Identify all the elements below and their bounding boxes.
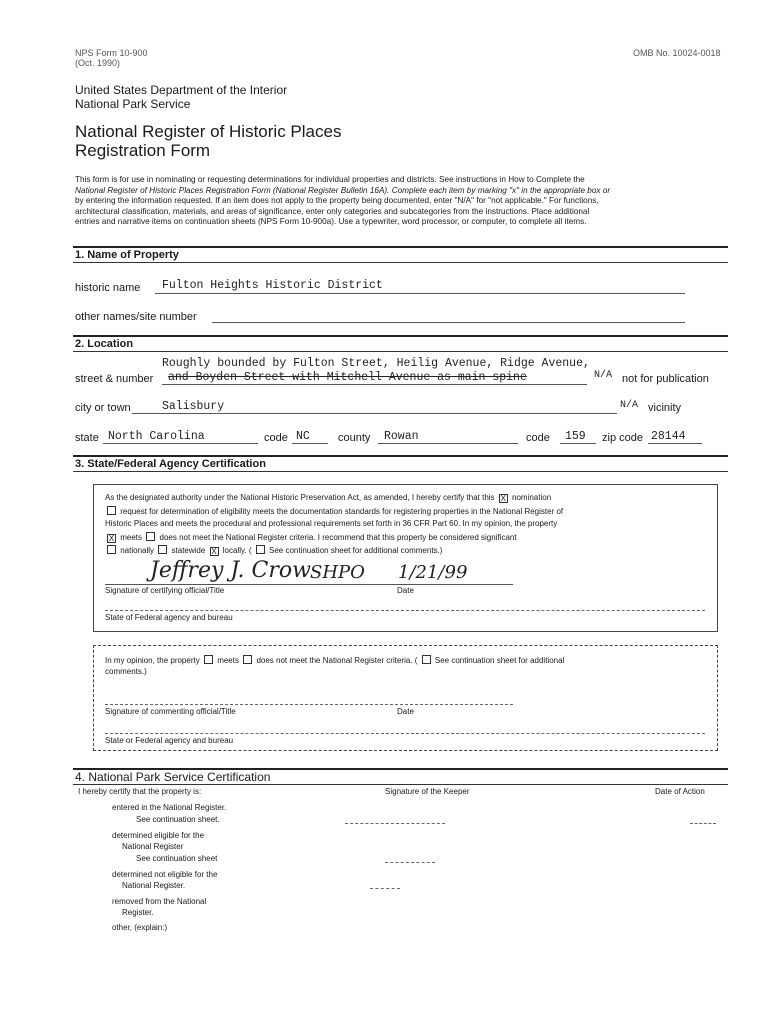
does-not-meet-checkbox[interactable] [146,532,155,541]
opinion-meets-checkbox[interactable] [204,655,213,664]
date-label: Date [397,707,414,716]
cert-text: See continuation sheet for additional comments.) [269,546,443,555]
street-na[interactable]: N/A [594,370,613,381]
cert-text: locally. ( [222,546,252,555]
state-code-label: code [264,432,288,444]
keeper-label: Signature of the Keeper [385,787,470,796]
form-title: National Register of Historic Places [75,122,342,141]
omb-number: OMB No. 10024-0018 [633,48,721,58]
cert-text: As the designated authority under the National Historic Preservation Act, as amended, I hereby certify that this [105,493,495,502]
instructions-line: by entering the information requested. If an item does not apply to the property being documented, enter "N/A" for "not applicable." For functions, [75,196,599,205]
zip-value[interactable]: 28144 [651,430,686,443]
statewide-checkbox[interactable] [158,545,167,554]
section-divider [73,246,728,248]
request-checkbox[interactable] [107,506,116,515]
section-4-title: 4. National Park Service Certification [75,770,271,784]
section-divider [73,351,728,352]
signature-line [105,704,513,705]
cert-line-5 [105,545,442,556]
other-names-label: other names/site number [75,311,197,323]
section-divider [73,784,728,785]
nationally-checkbox[interactable] [107,545,116,554]
locally-checkbox[interactable]: X [211,547,217,556]
county-value[interactable]: Rowan [384,430,419,443]
form-date: (Oct. 1990) [75,58,121,68]
nps-option: See continuation sheet. [136,815,220,824]
county-label: county [338,432,371,444]
signature-line [105,584,513,585]
keeper-line [385,862,435,863]
state-code-value[interactable]: NC [296,430,310,443]
nps-option: determined not eligible for the [112,870,218,879]
section-3-title: 3. State/Federal Agency Certification [75,458,266,470]
bureau-line [105,610,705,611]
nps-option: National Register [122,842,184,851]
opinion-text: meets [217,656,239,665]
cert-line-4 [105,532,517,543]
field-underline [648,443,702,444]
historic-name-label: historic name [75,282,141,294]
field-underline [103,443,258,444]
vicinity-label: vicinity [648,402,682,414]
cert-text: statewide [171,546,206,555]
city-value[interactable]: Salisbury [162,400,225,413]
date-label: Date [397,586,414,595]
county-code-value[interactable]: 159 [565,430,586,443]
keeper-line [370,888,400,889]
cert-line-2 [105,506,563,516]
nps-option: determined eligible for the [112,831,205,840]
instructions-line: This form is for use in nominating or requesting determinations for individual properties and districts. See instructions in How to Complete the [75,175,585,184]
opinion-not-meet-checkbox[interactable] [243,655,252,664]
signature-date: 1/21/99 [398,562,468,583]
section-2-title: 2. Location [75,338,134,350]
county-code-label: code [526,432,550,444]
nps-option: other, (explain:) [112,923,168,932]
section-divider [73,455,728,457]
not-for-publication-label: not for publication [622,373,709,385]
cert-text: nomination [512,493,552,502]
field-underline [155,293,685,294]
nps-option: Register. [122,908,154,917]
instructions-line: entries and narrative items on continuation sheets (NPS Form 10-900a). Use a typewriter, word processor, or computer, to complete all items. [75,217,587,226]
cert-text: does not meet the National Register criteria. I recommend that this property be considered significant [159,533,517,542]
cert-line-1 [105,493,551,503]
opinion-line-1 [105,655,564,665]
cert-text: meets [120,533,143,542]
field-underline [378,443,518,444]
action-line [690,823,716,824]
vicinity-na[interactable]: N/A [620,400,639,411]
field-underline [162,384,587,385]
zip-label: zip code [602,432,643,444]
signature-title: SHPO [310,562,365,583]
nps-option: National Register. [122,881,186,890]
nomination-checkbox[interactable]: X [500,494,506,503]
department: United States Department of the Interior [75,83,288,97]
section-divider [73,262,728,263]
agency: National Park Service [75,97,191,111]
signature-label: Signature of certifying official/Title [105,586,225,595]
section-divider [73,335,728,337]
field-underline [292,443,328,444]
certify-label: I hereby certify that the property is: [78,787,202,796]
form-number: NPS Form 10-900 [75,48,148,58]
opinion-line-2: comments.) [105,667,147,676]
commenting-signature-label: Signature of commenting official/Title [105,707,236,716]
opinion-text: See continuation sheet for additional [434,656,565,665]
section-divider [73,471,728,472]
city-label: city or town [75,402,131,414]
instructions-line: National Register of Historic Places Registration Form (National Register Bulletin 16A). Complete each item by marking "x" in the appropriate box or [75,185,611,195]
bureau-label: State of Federal agency and bureau [105,613,233,622]
certifying-signature: Jeffrey J. Crow [150,558,311,583]
date-of-action-label: Date of Action [655,787,705,796]
keeper-line [345,823,445,824]
opinion-text: does not meet the National Register criteria. ( [256,656,418,665]
state-label: state [75,432,99,444]
street-label: street & number [75,373,154,385]
cert-text: request for determination of eligibility meets the documentation standards for registering properties in the National Register of [120,507,564,516]
nps-option: See continuation sheet [136,854,218,863]
field-underline [132,413,617,414]
historic-name-value[interactable]: Fulton Heights Historic District [162,279,383,292]
meets-checkbox[interactable]: X [108,534,115,543]
instructions-line: architectural classification, materials, and areas of significance, enter only categories and subcategories from the instructions. Place additional [75,206,590,216]
state-value[interactable]: North Carolina [108,430,205,443]
field-underline [560,443,596,444]
bureau-label: State or Federal agency and bureau [105,736,234,745]
form-subtitle: Registration Form [75,141,211,160]
field-underline[interactable] [212,322,685,323]
opinion-text: In my opinion, the property [105,656,200,665]
street-line-1[interactable]: Roughly bounded by Fulton Street, Heilig Avenue, Ridge Avenue, [162,357,590,370]
cert-line-3: Historic Places and meets the procedural and professional requirements set forth in 36 CFR Part 60. In my opinion, the property [105,519,558,528]
street-line-2[interactable]: and Boyden Street with Mitchell Avenue as main spine [168,371,527,384]
bureau-line [105,733,705,734]
opinion-continuation-checkbox[interactable] [422,655,431,664]
cert-text: nationally [120,546,155,555]
section-1-title: 1. Name of Property [75,249,179,261]
nps-option: entered in the National Register. [112,803,227,812]
instructions [75,175,735,228]
nps-option: removed from the National [112,897,207,906]
continuation-checkbox[interactable] [256,545,265,554]
